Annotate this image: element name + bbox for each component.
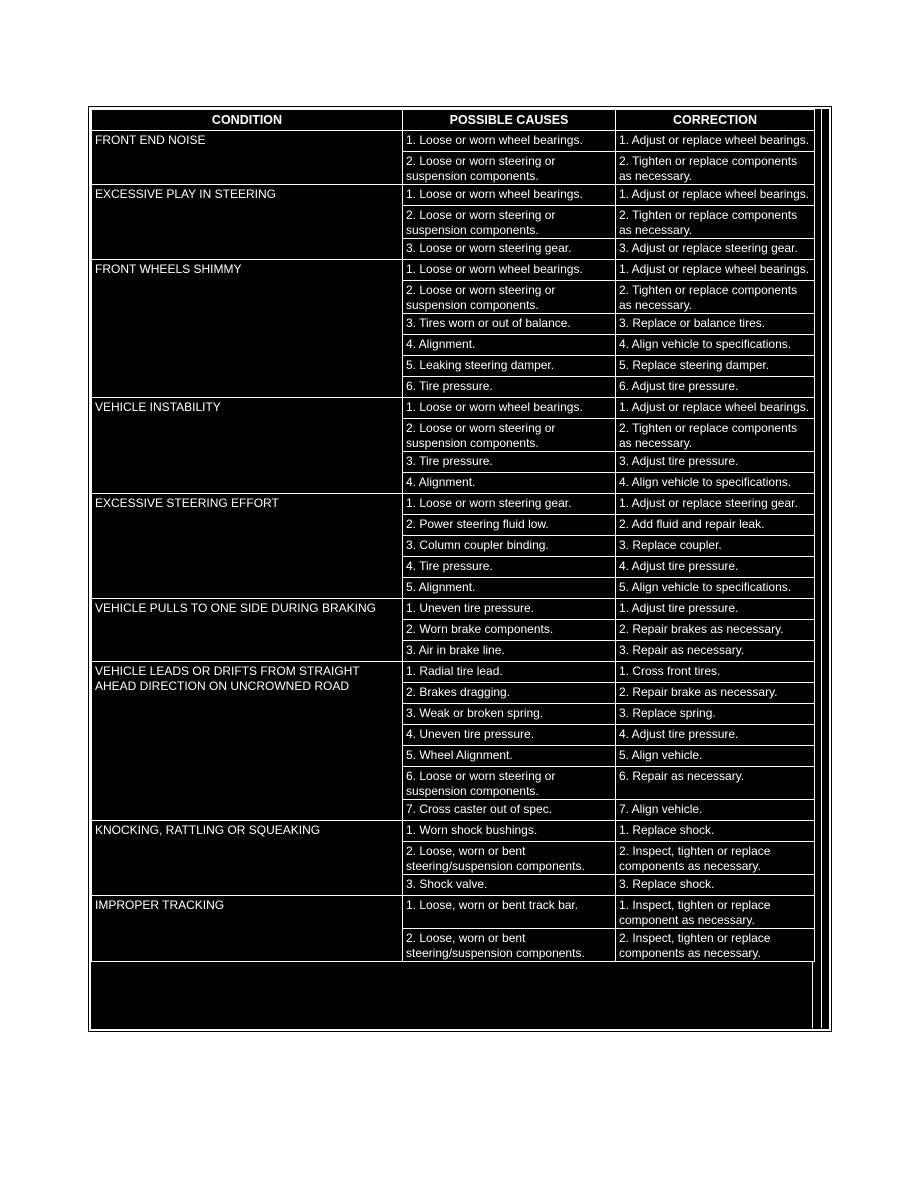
diagnosis-table bbox=[91, 109, 815, 962]
cause-cell: 3. Weak or broken spring. bbox=[403, 704, 616, 725]
cause-cell: 1. Radial tire lead. bbox=[403, 662, 616, 683]
correction-cell: 1. Replace shock. bbox=[616, 821, 815, 842]
cause-cell: 5. Leaking steering damper. bbox=[403, 356, 616, 377]
correction-cell: 4. Align vehicle to specifications. bbox=[616, 473, 815, 494]
cause-cell: 7. Cross caster out of spec. bbox=[403, 800, 616, 821]
correction-cell: 2. Tighten or replace components as necessary. bbox=[616, 152, 815, 185]
correction-cell: 5. Replace steering damper. bbox=[616, 356, 815, 377]
table-row bbox=[92, 260, 815, 281]
condition-cell: FRONT END NOISE bbox=[92, 131, 403, 185]
cause-cell: 1. Loose or worn steering gear. bbox=[403, 494, 616, 515]
correction-cell: 2. Tighten or replace components as necessary. bbox=[616, 206, 815, 239]
cause-cell: 2. Brakes dragging. bbox=[403, 683, 616, 704]
cause-cell: 3. Column coupler binding. bbox=[403, 536, 616, 557]
header-correction: CORRECTION bbox=[616, 110, 815, 131]
correction-cell: 1. Cross front tires. bbox=[616, 662, 815, 683]
cause-cell: 3. Tire pressure. bbox=[403, 452, 616, 473]
correction-cell: 2. Inspect, tighten or replace components as necessary. bbox=[616, 929, 815, 962]
table-row bbox=[92, 662, 815, 683]
correction-cell: 2. Repair brakes as necessary. bbox=[616, 620, 815, 641]
cause-cell: 4. Tire pressure. bbox=[403, 557, 616, 578]
correction-cell: 3. Replace or balance tires. bbox=[616, 314, 815, 335]
cause-cell: 1. Worn shock bushings. bbox=[403, 821, 616, 842]
cause-cell: 6. Tire pressure. bbox=[403, 377, 616, 398]
correction-cell: 3. Repair as necessary. bbox=[616, 641, 815, 662]
cause-cell: 2. Worn brake components. bbox=[403, 620, 616, 641]
cause-cell: 3. Tires worn or out of balance. bbox=[403, 314, 616, 335]
cause-cell: 2. Loose or worn steering or suspension components. bbox=[403, 206, 616, 239]
correction-cell: 1. Adjust or replace wheel bearings. bbox=[616, 260, 815, 281]
table-row bbox=[92, 131, 815, 152]
cause-cell: 2. Loose or worn steering or suspension components. bbox=[403, 419, 616, 452]
correction-cell: 3. Replace coupler. bbox=[616, 536, 815, 557]
cause-cell: 2. Loose, worn or bent steering/suspension components. bbox=[403, 929, 616, 962]
table-row bbox=[92, 599, 815, 620]
correction-cell: 4. Adjust tire pressure. bbox=[616, 557, 815, 578]
table-row bbox=[92, 821, 815, 842]
condition-cell: VEHICLE INSTABILITY bbox=[92, 398, 403, 494]
correction-cell: 2. Repair brake as necessary. bbox=[616, 683, 815, 704]
cause-cell: 1. Loose, worn or bent track bar. bbox=[403, 896, 616, 929]
condition-cell: KNOCKING, RATTLING OR SQUEAKING bbox=[92, 821, 403, 896]
condition-cell: EXCESSIVE PLAY IN STEERING bbox=[92, 185, 403, 260]
correction-cell: 1. Adjust tire pressure. bbox=[616, 599, 815, 620]
condition-cell: VEHICLE LEADS OR DRIFTS FROM STRAIGHT AHEAD DIRECTION ON UNCROWNED ROAD bbox=[92, 662, 403, 821]
correction-cell: 4. Align vehicle to specifications. bbox=[616, 335, 815, 356]
correction-cell: 4. Adjust tire pressure. bbox=[616, 725, 815, 746]
cause-cell: 4. Alignment. bbox=[403, 473, 616, 494]
correction-cell: 3. Adjust tire pressure. bbox=[616, 452, 815, 473]
cause-cell: 1. Loose or worn wheel bearings. bbox=[403, 260, 616, 281]
cause-cell: 2. Power steering fluid low. bbox=[403, 515, 616, 536]
correction-cell: 2. Tighten or replace components as necessary. bbox=[616, 419, 815, 452]
correction-cell: 7. Align vehicle. bbox=[616, 800, 815, 821]
table-row bbox=[92, 398, 815, 419]
cause-cell: 6. Loose or worn steering or suspension components. bbox=[403, 767, 616, 800]
header-possible-causes: POSSIBLE CAUSES bbox=[403, 110, 616, 131]
correction-cell: 3. Replace shock. bbox=[616, 875, 815, 896]
correction-cell: 1. Inspect, tighten or replace component as necessary. bbox=[616, 896, 815, 929]
correction-cell: 5. Align vehicle. bbox=[616, 746, 815, 767]
table-row bbox=[92, 494, 815, 515]
condition-cell: FRONT WHEELS SHIMMY bbox=[92, 260, 403, 398]
cause-cell: 1. Loose or worn wheel bearings. bbox=[403, 185, 616, 206]
condition-cell: EXCESSIVE STEERING EFFORT bbox=[92, 494, 403, 599]
condition-cell: VEHICLE PULLS TO ONE SIDE DURING BRAKING bbox=[92, 599, 403, 662]
cause-cell: 4. Alignment. bbox=[403, 335, 616, 356]
correction-cell: 3. Adjust or replace steering gear. bbox=[616, 239, 815, 260]
correction-cell: 1. Adjust or replace wheel bearings. bbox=[616, 398, 815, 419]
cause-cell: 2. Loose or worn steering or suspension components. bbox=[403, 281, 616, 314]
header-row bbox=[92, 110, 815, 131]
correction-cell: 6. Adjust tire pressure. bbox=[616, 377, 815, 398]
cause-cell: 1. Uneven tire pressure. bbox=[403, 599, 616, 620]
correction-cell: 6. Repair as necessary. bbox=[616, 767, 815, 800]
cause-cell: 3. Shock valve. bbox=[403, 875, 616, 896]
cause-cell: 4. Uneven tire pressure. bbox=[403, 725, 616, 746]
cause-cell: 3. Air in brake line. bbox=[403, 641, 616, 662]
correction-cell: 1. Adjust or replace wheel bearings. bbox=[616, 131, 815, 152]
correction-cell: 2. Add fluid and repair leak. bbox=[616, 515, 815, 536]
cause-cell: 1. Loose or worn wheel bearings. bbox=[403, 131, 616, 152]
table-row bbox=[92, 896, 815, 929]
cause-cell: 2. Loose, worn or bent steering/suspension components. bbox=[403, 842, 616, 875]
cause-cell: 5. Alignment. bbox=[403, 578, 616, 599]
correction-cell: 3. Replace spring. bbox=[616, 704, 815, 725]
cause-cell: 2. Loose or worn steering or suspension components. bbox=[403, 152, 616, 185]
header-condition: CONDITION bbox=[92, 110, 403, 131]
correction-cell: 1. Adjust or replace steering gear. bbox=[616, 494, 815, 515]
table-row bbox=[92, 185, 815, 206]
correction-cell: 2. Tighten or replace components as necessary. bbox=[616, 281, 815, 314]
cause-cell: 1. Loose or worn wheel bearings. bbox=[403, 398, 616, 419]
table-body bbox=[92, 131, 815, 962]
correction-cell: 2. Inspect, tighten or replace components as necessary. bbox=[616, 842, 815, 875]
condition-cell: IMPROPER TRACKING bbox=[92, 896, 403, 962]
cause-cell: 3. Loose or worn steering gear. bbox=[403, 239, 616, 260]
cause-cell: 5. Wheel Alignment. bbox=[403, 746, 616, 767]
correction-cell: 5. Align vehicle to specifications. bbox=[616, 578, 815, 599]
correction-cell: 1. Adjust or replace wheel bearings. bbox=[616, 185, 815, 206]
